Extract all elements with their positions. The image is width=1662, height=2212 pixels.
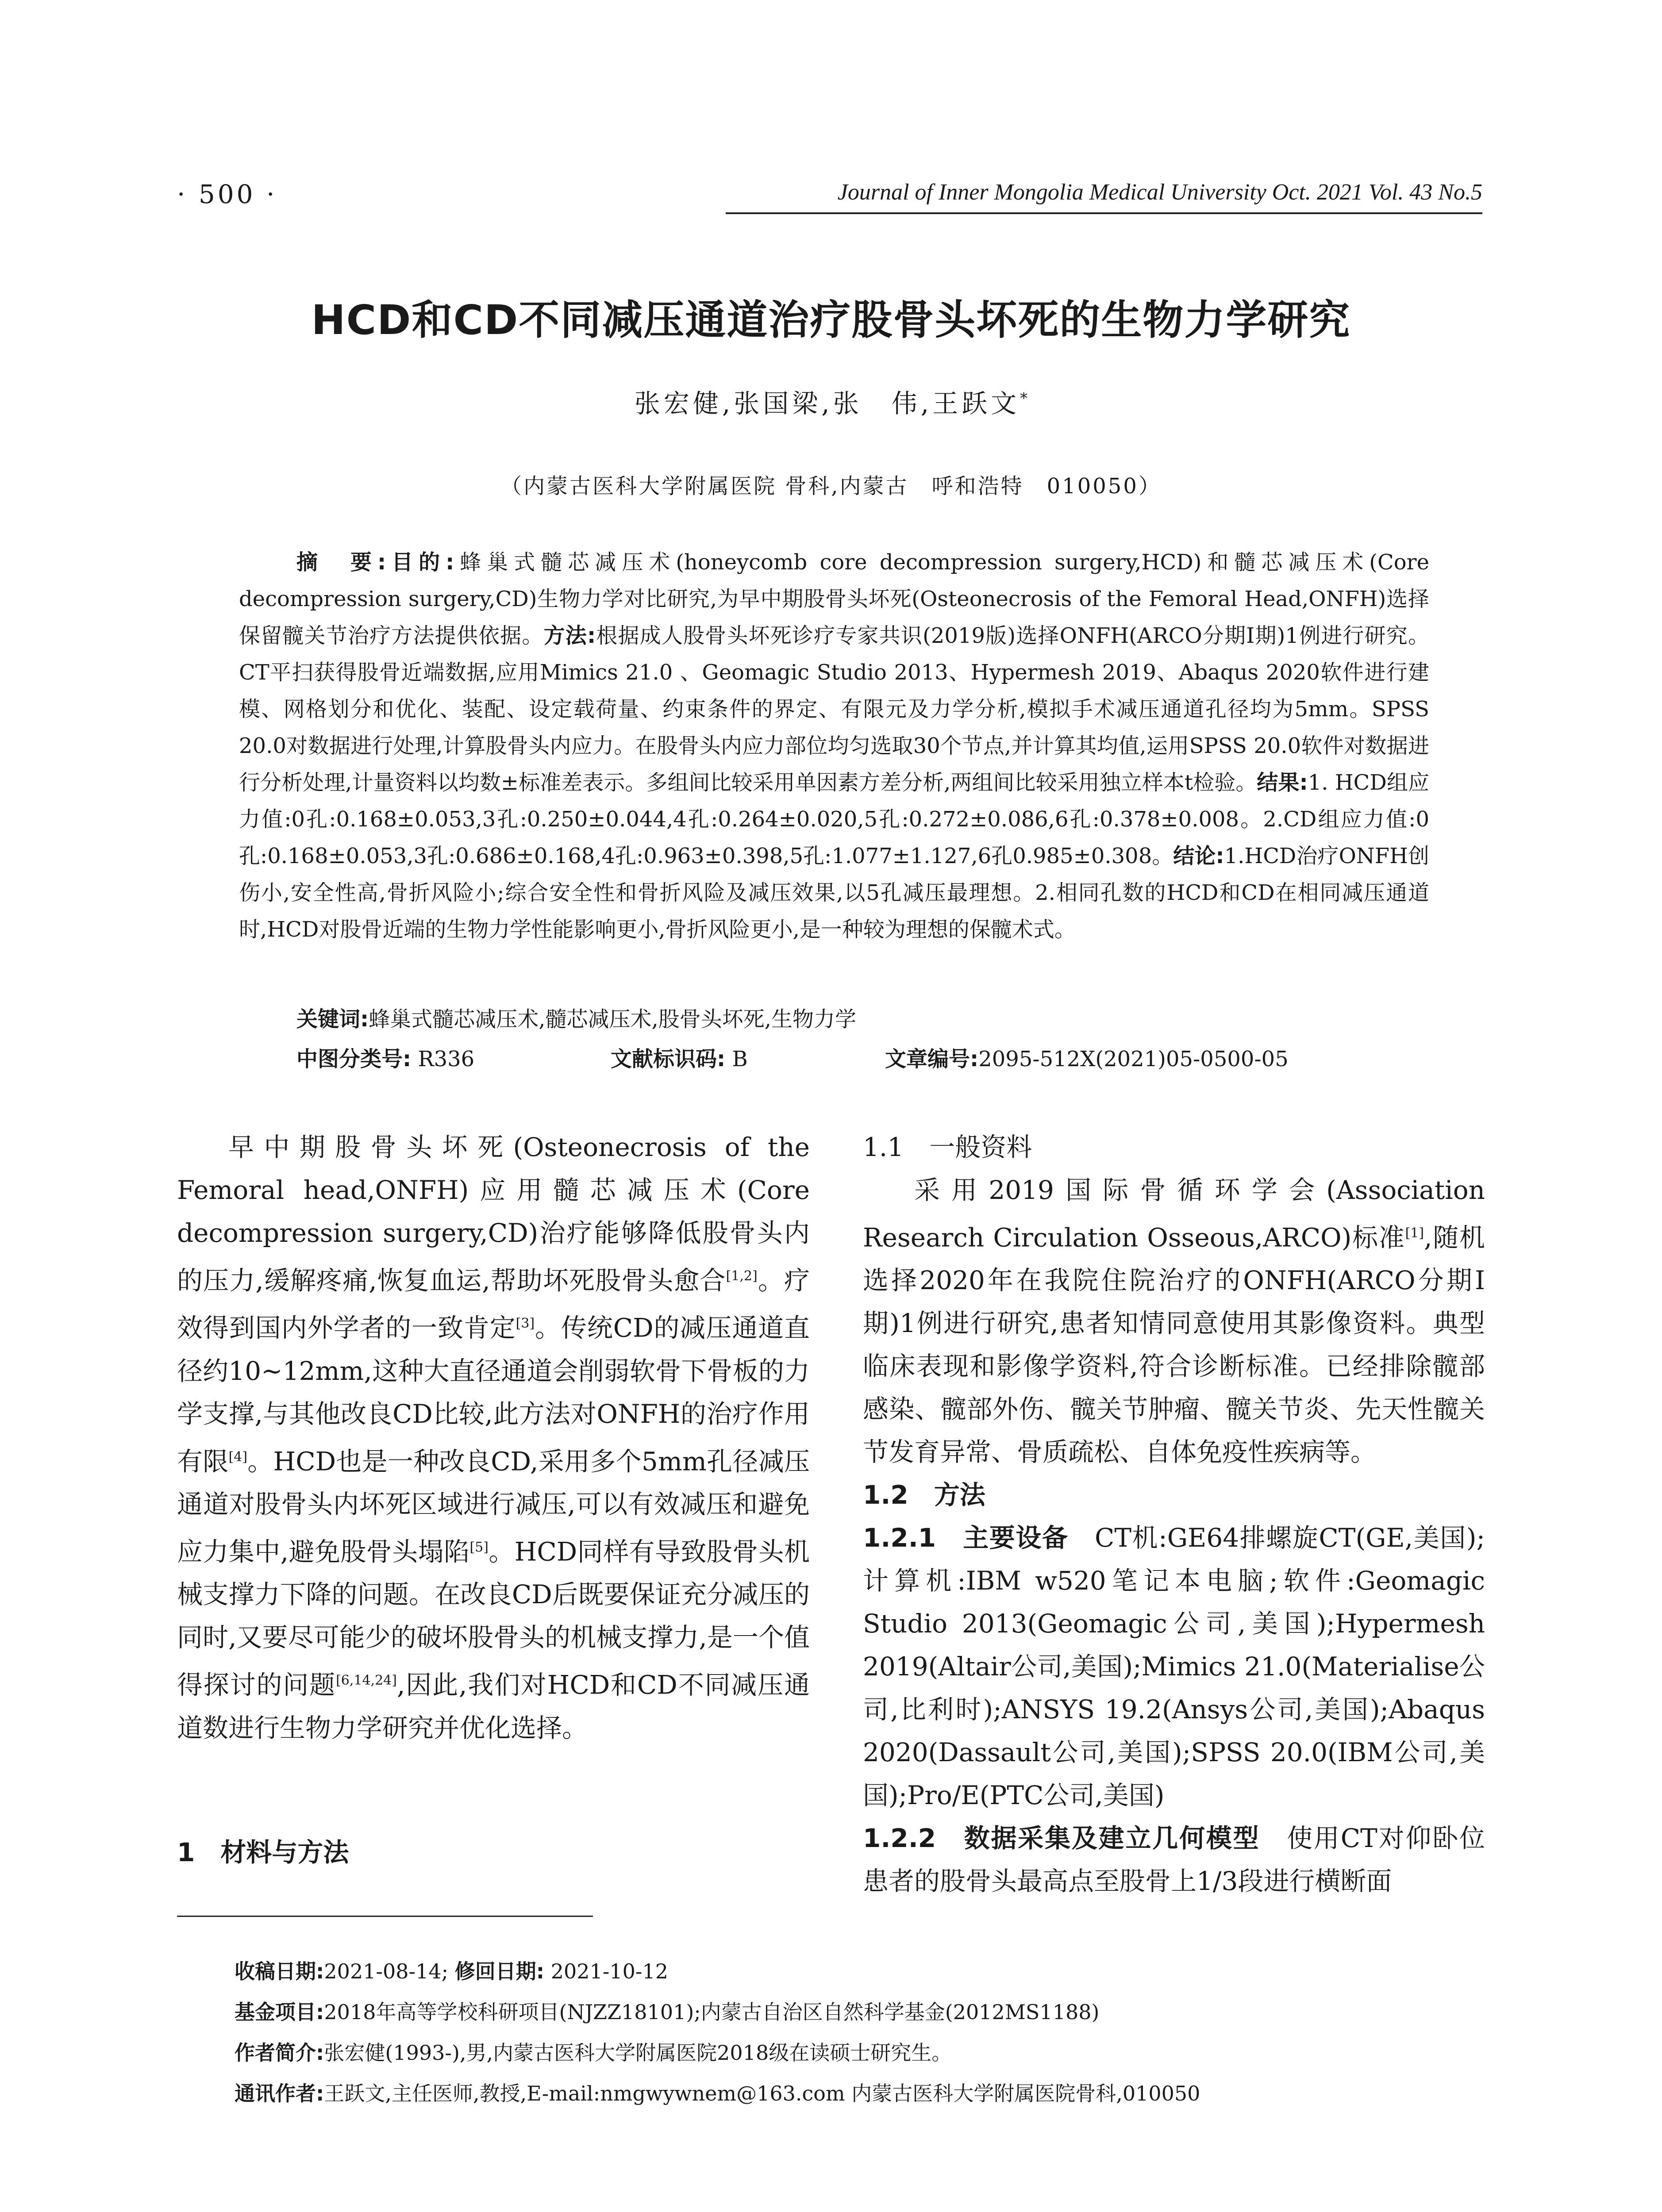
dates-line bbox=[235, 1951, 1518, 1992]
article-value: 2095-512X(2021)05-0500-05 bbox=[978, 1047, 1289, 1071]
results-text: 1. HCD组应力值:0孔:0.168±0.053,3孔:0.250±0.044,4孔:0.264±0.020,5孔:0.272±0.086,6孔:0.378±0.008。2.CD组应力值:0孔:0.168±0.053,3孔:0.686±0.168,4孔:0.963±0.398,5孔:1.077±1.127,6孔0.985±0.308。 bbox=[239, 770, 1429, 868]
revised-date: 2021-10-12 bbox=[544, 1959, 668, 1983]
citation: [6,14,24] bbox=[336, 1673, 397, 1689]
citation: [5] bbox=[469, 1539, 489, 1555]
conclusion-label: 结论: bbox=[1173, 844, 1224, 868]
received-label: 收稿日期: bbox=[235, 1959, 324, 1983]
affiliation: （内蒙古医科大学附属医院 骨科,内蒙古 呼和浩特 010050） bbox=[500, 474, 1162, 499]
doc-value: B bbox=[725, 1047, 748, 1071]
citation: [3] bbox=[516, 1316, 535, 1332]
authors bbox=[0, 383, 1662, 420]
doc-code bbox=[611, 1042, 748, 1072]
article-label: 文章编号: bbox=[885, 1047, 979, 1071]
model-text: 使用CT对仰卧位患者的股骨头最高点至股骨上1/3段进行横断面 bbox=[863, 1823, 1485, 1897]
keywords bbox=[296, 1002, 856, 1033]
results-label: 结果: bbox=[1257, 770, 1308, 795]
intro-text-2: 。疗效得到国内外学者的一致肯定 bbox=[177, 1265, 810, 1343]
heading-1-2-1: 1.2.1 主要设备 bbox=[863, 1523, 1069, 1553]
citation: [1,2] bbox=[726, 1268, 758, 1284]
fund-line bbox=[235, 1992, 1518, 2032]
heading-1-2-2: 1.2.2 数据采集及建立几何模型 bbox=[863, 1823, 1260, 1854]
intro-text-4: 。HCD也是一种改良CD,采用多个5mm孔径减压通道对股骨头内坏死区域进行减压,可以有效减压和避免应力集中,避免股骨头塌陷 bbox=[177, 1446, 810, 1567]
objective-text: 蜂巢式髓芯减压术(honeycomb core decompression surgery,HCD)和髓芯减压术(Core decompression surgery,CD)生物力学对比研究,为早中期股骨头坏死(Osteonecrosis of the Femoral Head,ONFH)选择保留髋关节治疗方法提供依据。 bbox=[239, 550, 1429, 648]
abstract bbox=[239, 544, 1429, 948]
model-paragraph bbox=[863, 1817, 1485, 1903]
clc-number bbox=[296, 1042, 474, 1072]
author-bio-text: 张宏健(1993-),男,内蒙古医科大学附属医院2018级在读硕士研究生。 bbox=[324, 2041, 952, 2065]
heading-1-2: 1.2 方法 bbox=[863, 1480, 985, 1510]
doc-label: 文献标识码: bbox=[611, 1047, 726, 1071]
methods-label: 方法: bbox=[543, 623, 596, 648]
footnote-rule bbox=[177, 1916, 593, 1917]
corresponding-text: 王跃文,主任医师,教授,E-mail:nmgwywnem@163.com 内蒙古医科大学附属医院骨科,010050 bbox=[324, 2081, 1200, 2105]
intro-text-5: 。HCD同样有导致股骨头机械支撑力下降的问题。在改良CD后既要保证充分减压的同时,又要尽可能少的破坏股骨头的机械支撑力,是一个值得探讨的问题 bbox=[177, 1536, 810, 1700]
heading-1-1: 1.1 一般资料 bbox=[863, 1132, 1032, 1162]
methods-text: 根据成人股骨头坏死诊疗专家共识(2019版)选择ONFH(ARCO分期Ⅰ期)1例进行研究。CT平扫获得股骨近端数据,应用Mimics 21.0 、Geomagic Studio 2013、Hypermesh 2019、Abaqus 2020软件进行建模、网格划分和优化、装配、设定载荷量、约束条件的界定、有限元及力学分析,模拟手术减压通道孔径均为5mm。SPSS 20.0对数据进行处理,计算股骨头内应力。在股骨头内应力部位均匀选取30个节点,并计算其均值,运用SPSS 20.0软件对数据进行分析处理,计量资料以均数±标准差表示。多组间比较采用单因素方差分析,两组间比较采用独立样本t检验。 bbox=[239, 623, 1429, 795]
general-text-1: 采用2019国际骨循环学会(Association Research Circulation Osseous,ARCO)标准 bbox=[863, 1175, 1485, 1253]
article-number bbox=[885, 1042, 1289, 1072]
clc-label: 中图分类号: bbox=[296, 1047, 412, 1071]
keywords-text: 蜂巢式髓芯减压术,髓芯减压术,股骨头坏死,生物力学 bbox=[369, 1007, 856, 1032]
keywords-label: 关键词: bbox=[296, 1007, 369, 1032]
footnotes bbox=[235, 1951, 1518, 2114]
intro-text-6: ,因此,我们对HCD和CD不同减压通道数进行生物力学研究并优化选择。 bbox=[177, 1670, 810, 1743]
journal-header: Journal of Inner Mongolia Medical University Oct. 2021 Vol. 43 No.5 bbox=[837, 180, 1482, 205]
author-names: 张宏健,张国梁,张 伟,王跃文 bbox=[634, 388, 1020, 419]
citation: [1] bbox=[1405, 1225, 1424, 1241]
fund-label: 基金项目: bbox=[235, 2000, 324, 2024]
equipment-paragraph bbox=[863, 1517, 1485, 1817]
corresponding-line bbox=[235, 2073, 1518, 2114]
corresponding-mark: * bbox=[1020, 389, 1028, 407]
fund-text: 2018年高等学校科研项目(NJZZ18101);内蒙古自治区自然科学基金(2012MS1188) bbox=[324, 2000, 1100, 2024]
clc-value: R336 bbox=[411, 1047, 475, 1071]
received-date: 2021-08-14; bbox=[324, 1959, 449, 1983]
corresponding-label: 通讯作者: bbox=[235, 2081, 324, 2105]
general-text-2: ,随机选择2020年在我院住院治疗的ONFH(ARCO分期Ⅰ期)1例进行研究,患者知情同意使用其影像资料。典型临床表现和影像学资料,符合诊断标准。已经排除髋部感染、髋部外伤、髋关节肿瘤、髋关节炎、先天性髋关节发育异常、骨质疏松、自体免疫性疾病等。 bbox=[863, 1222, 1485, 1467]
section-heading-1: 1 材料与方法 bbox=[177, 1837, 349, 1867]
header-rule bbox=[726, 212, 1482, 214]
citation: [4] bbox=[228, 1449, 248, 1465]
body-left-column bbox=[177, 1126, 810, 1750]
intro-paragraph bbox=[177, 1126, 810, 1750]
revised-label: 修回日期: bbox=[454, 1959, 545, 1983]
body-right-column bbox=[863, 1126, 1485, 1903]
abstract-label: 摘 要: bbox=[296, 550, 386, 575]
paper-title: HCD和CD不同减压通道治疗股骨头坏死的生物力学研究 bbox=[311, 296, 1351, 344]
page-number: · 500 · bbox=[177, 179, 277, 209]
intro-text-1: 早中期股骨头坏死(Osteonecrosis of the Femoral head,ONFH)应用髓芯减压术(Core decompression surgery,CD)治疗能够降低股骨头内的压力,缓解疼痛,恢复血运,帮助坏死股骨头愈合 bbox=[177, 1132, 810, 1296]
author-bio-label: 作者简介: bbox=[235, 2041, 324, 2065]
objective-label: 目的: bbox=[386, 550, 454, 575]
general-data-paragraph bbox=[863, 1169, 1485, 1474]
equipment-text: CT机:GE64排螺旋CT(GE,美国);计算机:IBM w520笔记本电脑;软件:Geomagic Studio 2013(Geomagic公司,美国);Hypermesh 2019(Altair公司,美国);Mimics 21.0(Materialise公司,比利时);ANSYS 19.2(Ansys公司,美国);Abaqus 2020(Dassault公司,美国);SPSS 20.0(IBM公司,美国);Pro/E(PTC公司,美国) bbox=[863, 1523, 1485, 1811]
author-bio-line bbox=[235, 2032, 1518, 2073]
intro-text-3: 。传统CD的减压通道直径约10~12mm,这种大直径通道会削弱软骨下骨板的力学支撑,与其他改良CD比较,此方法对ONFH的治疗作用有限 bbox=[177, 1313, 810, 1476]
conclusion-text: 1.HCD治疗ONFH创伤小,安全性高,骨折风险小;综合安全性和骨折风险及减压效果,以5孔减压最理想。2.相同孔数的HCD和CD在相同减压通道时,HCD对股骨近端的生物力学性能影响更小,骨折风险更小,是一种较为理想的保髋术式。 bbox=[239, 844, 1429, 942]
